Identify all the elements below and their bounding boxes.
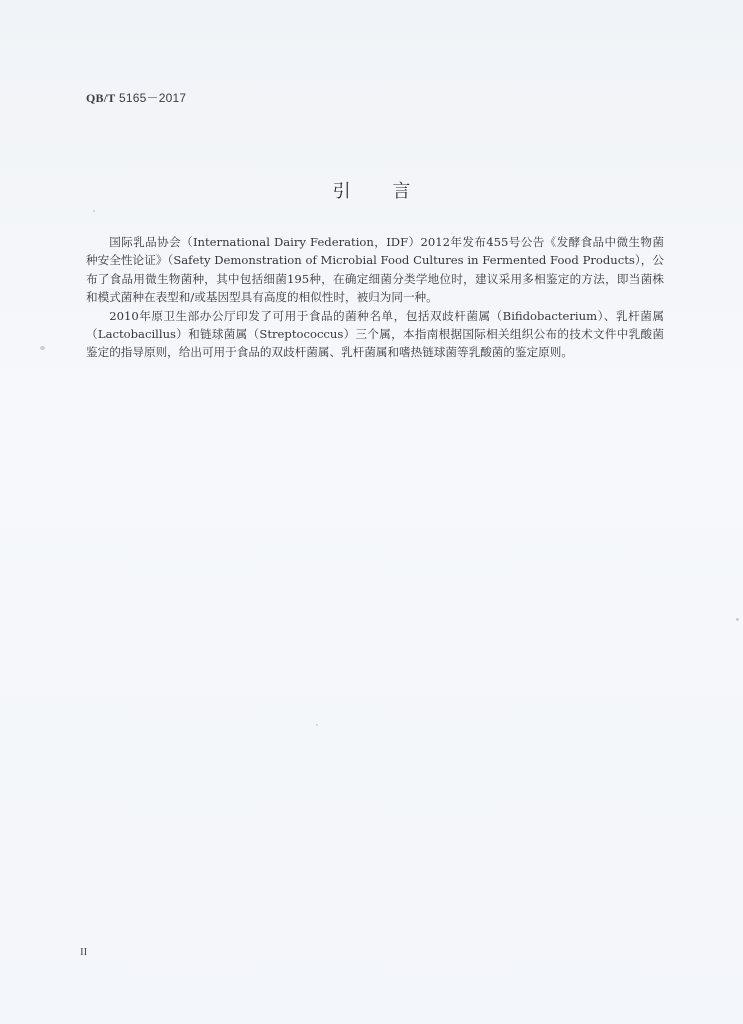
section-title: 引 言 <box>332 181 429 202</box>
scan-speck <box>316 724 318 726</box>
standard-number: 5165－2017 <box>115 91 187 105</box>
paragraph-2: 2010年原卫生部办公厅印发了可用于食品的菌种名单，包括双歧杆菌属（Bifidobacterium）、乳杆菌属（Lactobacillus）和链球菌属（Streptococcus）三个属，本指南根据国际相关组织公布的技术文件中乳酸菌鉴定的指导原则，给出可用于食品的双歧杆菌属、乳杆菌属和嗜热链球菌等乳酸菌的鉴定原则。 <box>86 308 664 360</box>
page-number: II <box>80 946 88 958</box>
scan-speck <box>40 346 45 350</box>
scan-speck <box>736 618 739 621</box>
introduction-body <box>86 233 664 362</box>
scan-speck <box>93 210 95 212</box>
paragraph-1: 国际乳品协会（International Dairy Federation，IDF）2012年发布455号公告《发酵食品中微生物菌种安全性论证》（Safety Demonstration of Microbial Food Cultures in Fermented Food Products），公布了食品用微生物菌种，其中包括细菌195种，在确定细菌分类学地位时，建议采用多相鉴定的方法，即当菌株和模式菌种在表型和/或基因型具有高度的相似性时，被归为同一种。 <box>86 235 664 305</box>
standard-code <box>86 89 186 106</box>
standard-prefix: QB/T <box>86 91 116 105</box>
